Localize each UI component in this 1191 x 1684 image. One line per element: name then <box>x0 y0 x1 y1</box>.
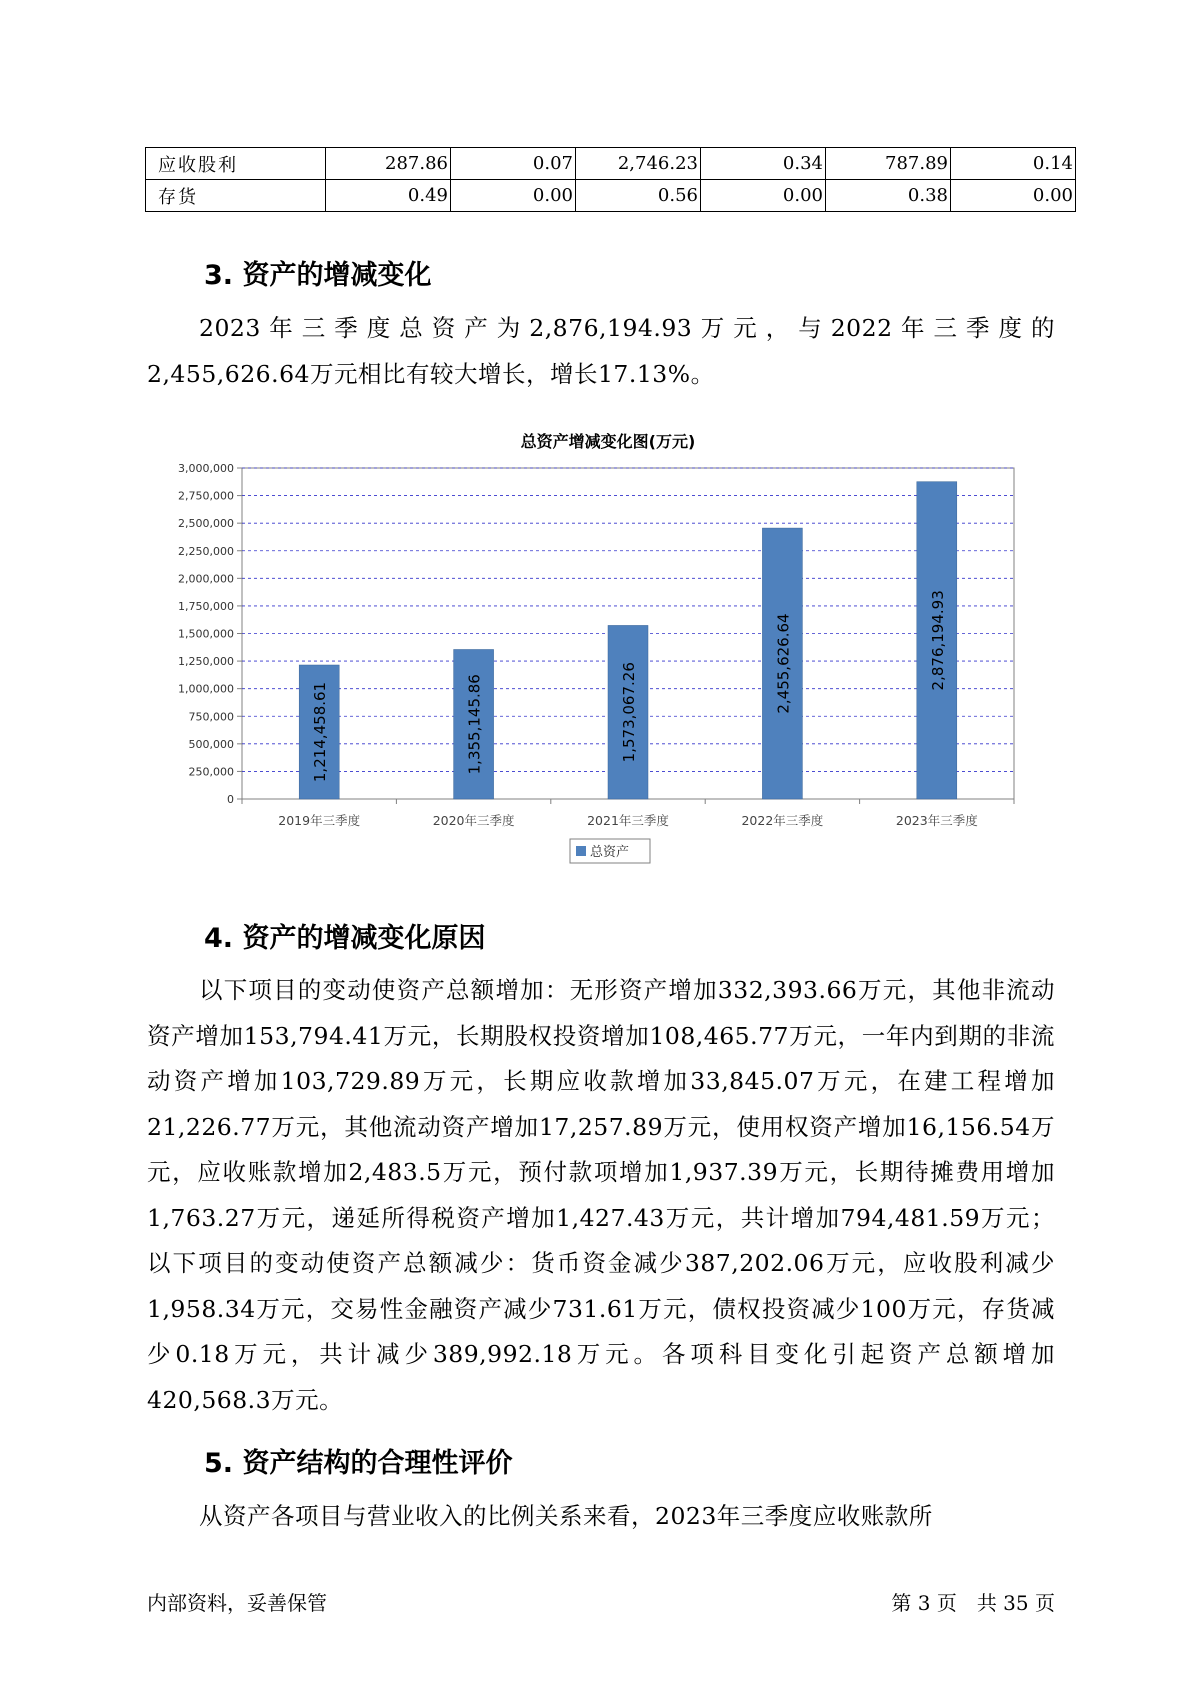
data-label: 1,355,145.86 <box>465 674 484 775</box>
x-tick-label: 2019年三季度 <box>278 813 361 828</box>
table-cell: 787.89 <box>826 148 951 180</box>
table-cell: 0.49 <box>326 180 451 212</box>
y-tick-label: 1,750,000 <box>178 599 234 613</box>
section-3-paragraph: 2023年三季度总资产为2,876,194.93万元，与2022年三季度的2,455,626.64万元相比有较大增长，增长17.13%。 <box>147 314 1055 388</box>
y-tick-label: 750,000 <box>188 710 234 724</box>
table-row <box>146 148 1076 180</box>
y-tick-label: 2,500,000 <box>178 517 234 531</box>
chart-title: 总资产增减变化图(万元) <box>520 432 696 451</box>
table-cell: 0.00 <box>451 180 576 212</box>
data-label: 2,455,626.64 <box>774 613 793 714</box>
y-tick-label: 0 <box>227 793 234 806</box>
table-cell: 2,746.23 <box>576 148 701 180</box>
y-tick-label: 250,000 <box>188 765 234 779</box>
table-cell: 0.07 <box>451 148 576 180</box>
y-tick-label: 2,250,000 <box>178 544 234 558</box>
section-4-heading: 4. 资产的增减变化原因 <box>204 923 486 954</box>
footer-page-number: 第 3 页 共 35 页 <box>891 1591 1055 1615</box>
section-5-paragraph: 从资产各项目与营业收入的比例关系来看，2023年三季度应收账款所 <box>199 1502 933 1530</box>
y-tick-label: 2,750,000 <box>178 489 234 503</box>
data-label: 2,876,194.93 <box>928 590 947 691</box>
financial-table <box>145 147 1076 212</box>
y-tick-label: 1,500,000 <box>178 627 234 641</box>
y-tick-label: 500,000 <box>188 737 234 751</box>
row-label: 应收股利 <box>146 148 326 180</box>
y-tick-label: 2,000,000 <box>178 572 234 586</box>
table-cell: 287.86 <box>326 148 451 180</box>
data-label: 1,573,067.26 <box>620 662 638 763</box>
x-tick-label: 2021年三季度 <box>587 813 669 828</box>
legend-swatch <box>576 846 586 856</box>
total-assets-bar-chart <box>140 425 1060 875</box>
y-tick-label: 1,250,000 <box>178 655 234 669</box>
x-tick-label: 2020年三季度 <box>432 813 515 828</box>
table-cell: 0.00 <box>951 180 1076 212</box>
table-cell: 0.00 <box>701 180 826 212</box>
data-label: 1,214,458.61 <box>311 681 330 783</box>
table-cell: 0.38 <box>826 180 951 212</box>
footer-confidential-note: 内部资料，妥善保管 <box>147 1591 327 1615</box>
legend-label: 总资产 <box>590 845 630 860</box>
section-5-heading: 5. 资产结构的合理性评价 <box>204 1448 513 1479</box>
table-cell: 0.34 <box>701 148 826 180</box>
y-tick-label: 1,000,000 <box>178 682 234 696</box>
table-cell: 0.56 <box>576 180 701 212</box>
section-4-paragraph: 以下项目的变动使资产总额增加：无形资产增加332,393.66万元，其他非流动资产增加153,794.41万元，长期股权投资增加108,465.77万元，一年内到期的非流动资产增加103,729.89万元，长期应收款增加33,845.07万元，在建工程增加21,226.77万元，其他流动资产增加17,257.89万元，使用权资产增加16,156.54万元，应收账款增加2,483.5万元，预付款项增加1,937.39万元，长期待摊费用增加1,763.27万元，递延所得税资产增加1,427.43万元，共计增加794,481.59万元；以下项目的变动使资产总额减少：货币资金减少387,202.06万元，应收股利减少1,958.34万元，交易性金融资产减少731.61万元，债权投资减少100万元，存货减少0.18万元，共计减少389,992.18万元。各项科目变化引起资产总额增加420,568.3万元。 <box>147 976 1055 1414</box>
y-tick-label: 3,000,000 <box>178 462 234 475</box>
x-tick-label: 2023年三季度 <box>895 813 978 828</box>
row-label: 存货 <box>146 180 326 212</box>
table-cell: 0.14 <box>951 148 1076 180</box>
table-row <box>146 180 1076 212</box>
section-3-heading: 3. 资产的增减变化 <box>204 260 432 291</box>
x-tick-label: 2022年三季度 <box>741 813 824 828</box>
